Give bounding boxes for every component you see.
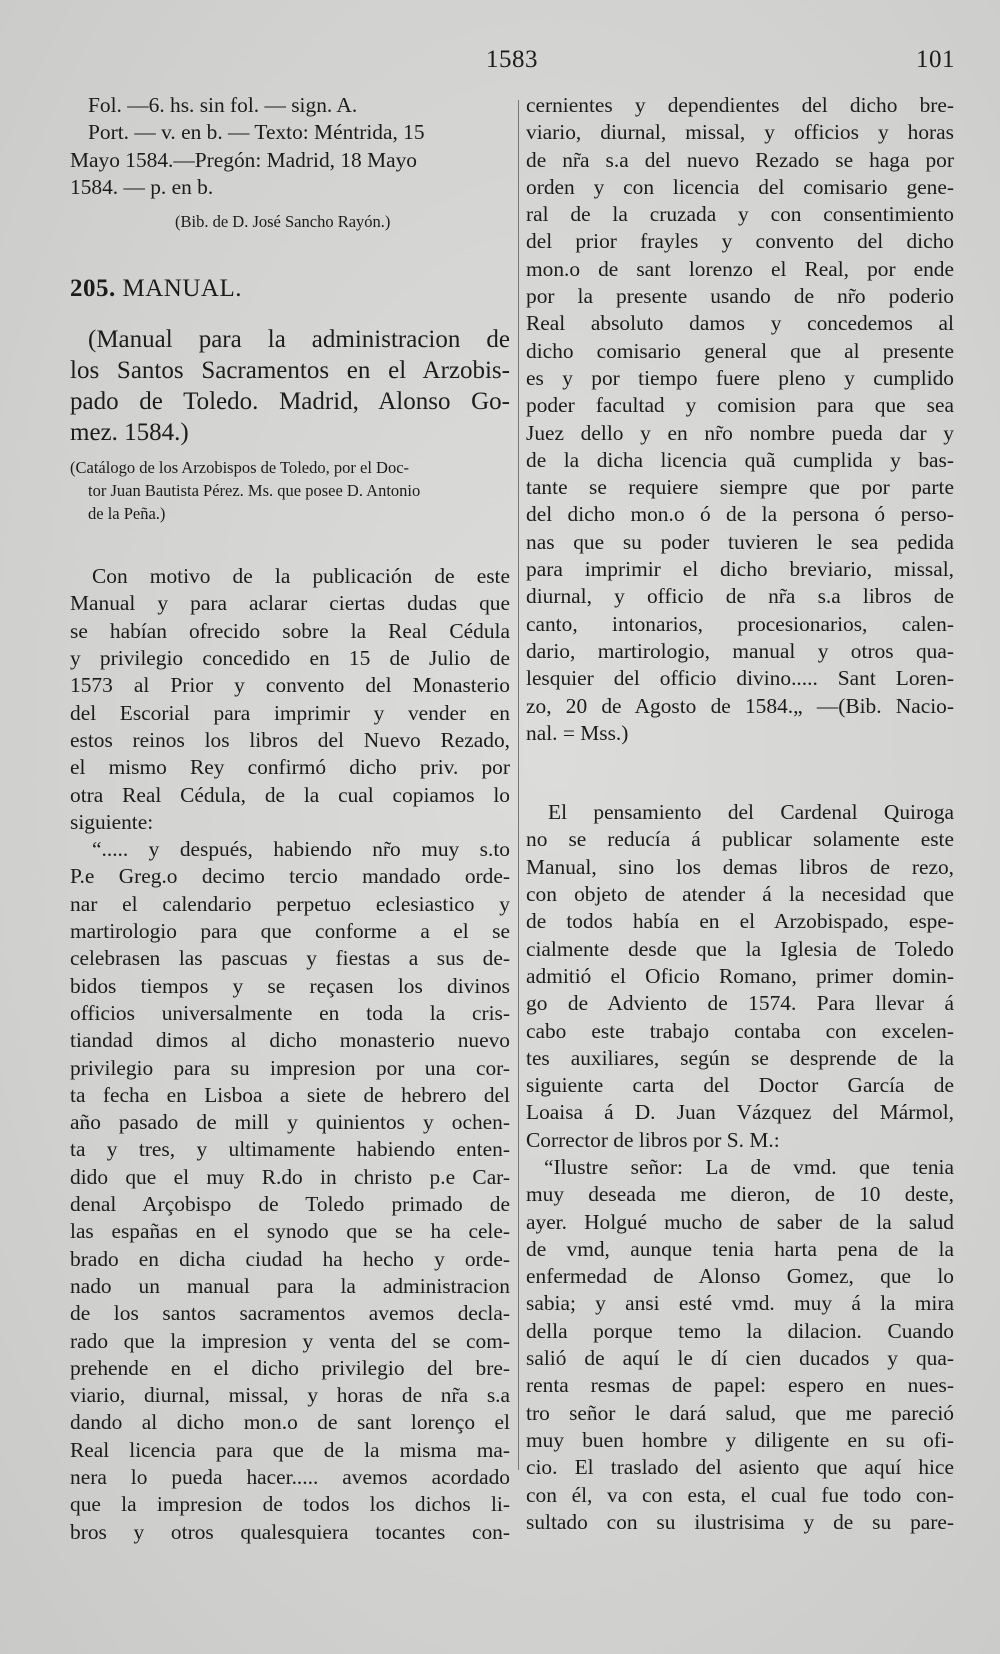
biblio-line: Port. — v. en b. — Texto: Méntrida, 15 [88, 120, 425, 145]
text-line: con objeto de atender á la necesidad que [526, 882, 954, 907]
entry-title: MANUAL. [122, 275, 242, 303]
text-line: ta y tres, y ultimamente habiendo enten- [70, 1137, 510, 1162]
catalog-line: tor Juan Bautista Pérez. Ms. que posee D. Antonio [88, 481, 421, 501]
text-line: sabia; y ansi esté vmd. muy á la mira [526, 1291, 954, 1316]
text-line: no se reducía á publicar solamente este [526, 827, 954, 852]
text-line: lesquier del officio divino..... Sant Loren- [526, 666, 954, 691]
text-line: Corrector de libros por S. M.: [526, 1127, 780, 1152]
text-line: se habían ofrecido sobre la Real Cédula [70, 618, 510, 643]
text-line: zo, 20 de Agosto de 1584.„ —(Bib. Nacio- [526, 693, 954, 718]
text-line: martirologio para que conforme a el se [70, 919, 510, 944]
text-line: Loaisa á D. Juan Vázquez del Mármol, [526, 1100, 954, 1125]
text-line: de vmd, aunque tenia harta pena de la [526, 1236, 954, 1261]
text-line: prehende en el dicho privilegio del bre- [70, 1355, 510, 1380]
text-line: siguiente: [70, 809, 154, 834]
text-line: nera lo pueda hacer..... avemos acordado [70, 1464, 510, 1489]
right-column [526, 92, 954, 1536]
text-line: “..... y después, habiendo nr̃o muy s.to [92, 837, 510, 862]
text-line: tante se requiere siempre que por parte [526, 475, 954, 500]
catalog-note [70, 456, 510, 525]
text-line: nas que su poder tuvieren le sea pedida [526, 529, 954, 554]
bibliographic-description [70, 92, 510, 201]
text-line: privilegio para su impresion por una cor- [70, 1055, 510, 1080]
catalog-line: (Catálogo de los Arzobispos de Toledo, por el Doc- [70, 458, 410, 478]
text-line: bidos tiempos y se reçasen los divinos [70, 973, 510, 998]
text-line: las españas en el synodo que se ha cele- [70, 1219, 510, 1244]
biblio-line: Fol. —6. hs. sin fol. — sign. A. [88, 93, 358, 117]
text-line: de nr̃a s.a del nuevo Rezado se haga por [526, 147, 954, 172]
text-line: es y por tiempo fuere pleno y cumplido [526, 365, 954, 390]
text-line: nar el calendario perpetuo eclesiastico y [70, 891, 510, 916]
page-number: 101 [916, 46, 955, 73]
text-line: Con motivo de la publicación de este [92, 564, 510, 589]
text-line: cialmente desde que la Iglesia de Toledo [526, 936, 954, 961]
text-line: viario, diurnal, missal, y officios y horas [526, 120, 954, 145]
text-line: dido que el muy R.do in christo p.e Car- [70, 1164, 510, 1189]
text-line: estos reinos los libros del Nuevo Rezado, [70, 727, 510, 752]
body-text-left [70, 563, 510, 1546]
text-line: viario, diurnal, missal, y horas de nr̃a s.a [70, 1383, 510, 1408]
text-line: ral de la cruzada y con consentimiento [526, 202, 954, 227]
text-line: el mismo Rey confirmó dicho priv. por [70, 755, 510, 780]
title-line: los Santos Sacramentos en el Arzobis- [70, 357, 510, 385]
text-line: Real licencia para que de la misma ma- [70, 1437, 510, 1462]
text-line: muy buen hombre y diligente en su ofi- [526, 1427, 954, 1452]
text-line: El pensamiento del Cardenal Quiroga [548, 800, 954, 825]
text-line: que la impresion de todos los dichos li- [70, 1492, 510, 1517]
text-line: dando al dicho mon.o de sant lorenço el [70, 1410, 510, 1435]
text-line: cio. El traslado del asiento que aquí hice [526, 1455, 954, 1480]
text-line: año pasado de mill y quinientos y ochen- [70, 1110, 510, 1135]
text-line: sultado con su ilustrisima y de su pare- [526, 1509, 954, 1534]
biblio-line: 1584. — p. en b. [70, 174, 214, 199]
text-line: muy deseada me dieron, de 10 deste, [526, 1182, 954, 1207]
text-line: Juez dello y en nr̃o nombre pueda dar y [526, 420, 954, 445]
entry-number: 205. [70, 275, 116, 303]
text-line: nado un manual para la administracion [70, 1273, 510, 1298]
text-line: canto, intonarios, procesionarios, calen- [526, 611, 954, 636]
text-line: orden y con licencia del comisario gene- [526, 174, 954, 199]
text-line: por la presente usando de nr̃o poderio [526, 284, 954, 309]
text-line: cernientes y dependientes del dicho bre- [526, 93, 954, 117]
text-line: tes auxiliares, según se desprende de la [526, 1045, 954, 1070]
text-line: della porque temo la dilacion. Cuando [526, 1318, 954, 1343]
entry-heading [70, 274, 510, 304]
text-line: de los santos sacramentos avemos decla- [70, 1301, 510, 1326]
text-line: brado en dicha ciudad ha hecho y orde- [70, 1246, 510, 1271]
text-line: ta fecha en Lisboa a siete de hebrero del [70, 1082, 510, 1107]
body-text-right [526, 799, 954, 1536]
text-line: dicho comisario general que al presente [526, 338, 954, 363]
running-head-year: 1583 [486, 46, 538, 73]
catalog-line: de la Peña.) [88, 504, 166, 524]
text-line: enfermedad de Alonso Gomez, que lo [526, 1264, 954, 1289]
text-line: con él, va con esta, el cual fue todo con- [526, 1482, 954, 1507]
text-line: del prior frayles y convento del dicho [526, 229, 954, 254]
text-line: mon.o de sant lorenzo el Real, por ende [526, 256, 954, 281]
text-line: cabo este trabajo contaba con excelen- [526, 1018, 954, 1043]
text-line: y privilegio concedido en 15 de Julio de [70, 646, 510, 671]
text-line: diurnal, y officio de nr̃a s.a libros de [526, 584, 954, 609]
text-line: siguiente carta del Doctor García de [526, 1073, 954, 1098]
text-line: de todos había en el Arzobispado, espe- [526, 909, 954, 934]
cedula-continuation [526, 92, 954, 747]
text-line: Manual y para aclarar ciertas dudas que [70, 591, 510, 616]
left-column [70, 92, 510, 1546]
text-line: rado que la impresion y venta del se com- [70, 1328, 510, 1353]
text-line: admitió el Oficio Romano, primer domin- [526, 963, 954, 988]
text-line: tro señor le dará salud, que me pareció [526, 1400, 954, 1425]
text-line: celebrasen las pascuas y fiestas a sus de- [70, 946, 510, 971]
column-divider [518, 100, 519, 1470]
text-line: Real absoluto damos y concedemos al [526, 311, 954, 336]
text-line: de la dicha licencia quã cumplida y bas- [526, 447, 954, 472]
text-line: Manual, sino los demas libros de rezo, [526, 854, 954, 879]
text-line: poder facultad y comision para que sea [526, 393, 954, 418]
text-line: ayer. Holgué mucho de saber de la salud [526, 1209, 954, 1234]
text-line: salió de aquí le dí cien ducados y qua- [526, 1346, 954, 1371]
text-line: 1573 al Prior y convento del Monasterio [70, 673, 510, 698]
text-line: nal. = Mss.) [526, 720, 629, 745]
text-line: renta resmas de papel: espero en nues- [526, 1373, 954, 1398]
text-line: denal Arçobispo de Toledo primado de [70, 1192, 510, 1217]
text-line: del Escorial para imprimir y vender en [70, 700, 510, 725]
text-line: bros y otros qualesquiera tocantes con- [70, 1519, 510, 1544]
text-line: go de Adviento de 1574. Para llevar á [526, 991, 954, 1016]
title-line: mez. 1584.) [70, 419, 189, 447]
text-line: P.e Greg.o decimo tercio mandado orde- [70, 864, 510, 889]
text-line: tiandad dimos al dicho monasterio nuevo [70, 1028, 510, 1053]
title-line: (Manual para la administracion de [88, 326, 510, 354]
entry-full-title [70, 324, 510, 448]
title-line: pado de Toledo. Madrid, Alonso Go- [70, 388, 510, 416]
source-note: (Bib. de D. José Sancho Rayón.) [175, 212, 391, 232]
text-line: otra Real Cédula, de la cual copiamos lo [70, 782, 510, 807]
text-line: officios universalmente en toda la cris- [70, 1000, 510, 1025]
text-line: dario, martirologio, manual y otros qua- [526, 638, 954, 663]
text-line: “Ilustre señor: La de vmd. que tenia [544, 1154, 954, 1179]
text-line: del dicho mon.o ó de la persona ó perso- [526, 502, 954, 527]
biblio-line: Mayo 1584.—Pregón: Madrid, 18 Mayo [70, 147, 417, 172]
text-line: para imprimir el dicho breviario, missal, [526, 557, 954, 582]
